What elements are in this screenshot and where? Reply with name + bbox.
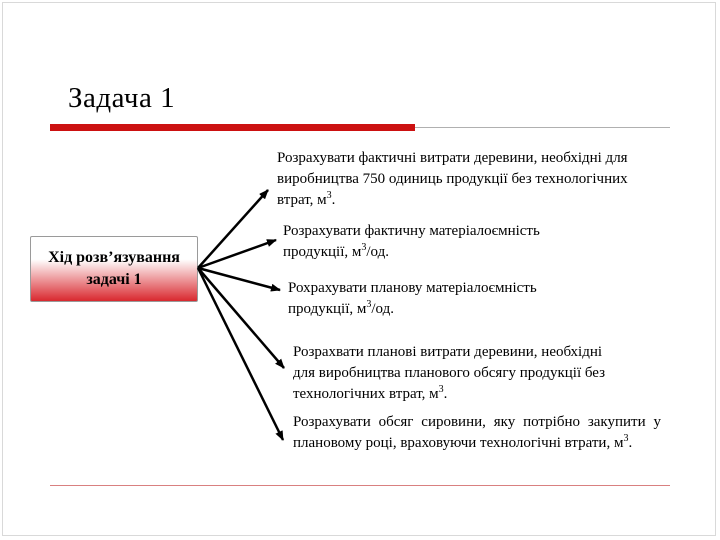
title-accent-bar-fill — [50, 124, 415, 131]
solution-process-label-line2: задачі 1 — [86, 271, 142, 288]
step-4-text: Розрахвати планові витрати деревини, необхідні для виробництва планового обсягу продукції без технологічних втрат, $м^3$. — [293, 344, 606, 402]
bottom-divider — [50, 485, 670, 486]
title-accent-bar — [50, 124, 415, 131]
solution-process-label-line1: Хід розв’язування — [48, 249, 180, 266]
title-divider — [415, 127, 670, 128]
step-3-text: Рохрахувати планову матеріалоємність продукції, $м^3/од$. — [288, 280, 537, 317]
step-2-text: Розрахувати фактичну матеріалоємність продукції, $м^3/од$. — [283, 223, 540, 260]
step-1-text: Розрахувати фактичні витрати деревини, необхідні для виробництва 750 одиниць продукції без технологічних втрат, $м^3$. — [277, 150, 628, 208]
solution-process-box — [30, 236, 198, 302]
page-title: Задача 1 — [68, 82, 176, 114]
step-5-text: Розрахувати обсяг сировини, яку потрібно закупити у плановому році, враховуючи технологічні втрати, $м^3$. — [293, 414, 661, 451]
